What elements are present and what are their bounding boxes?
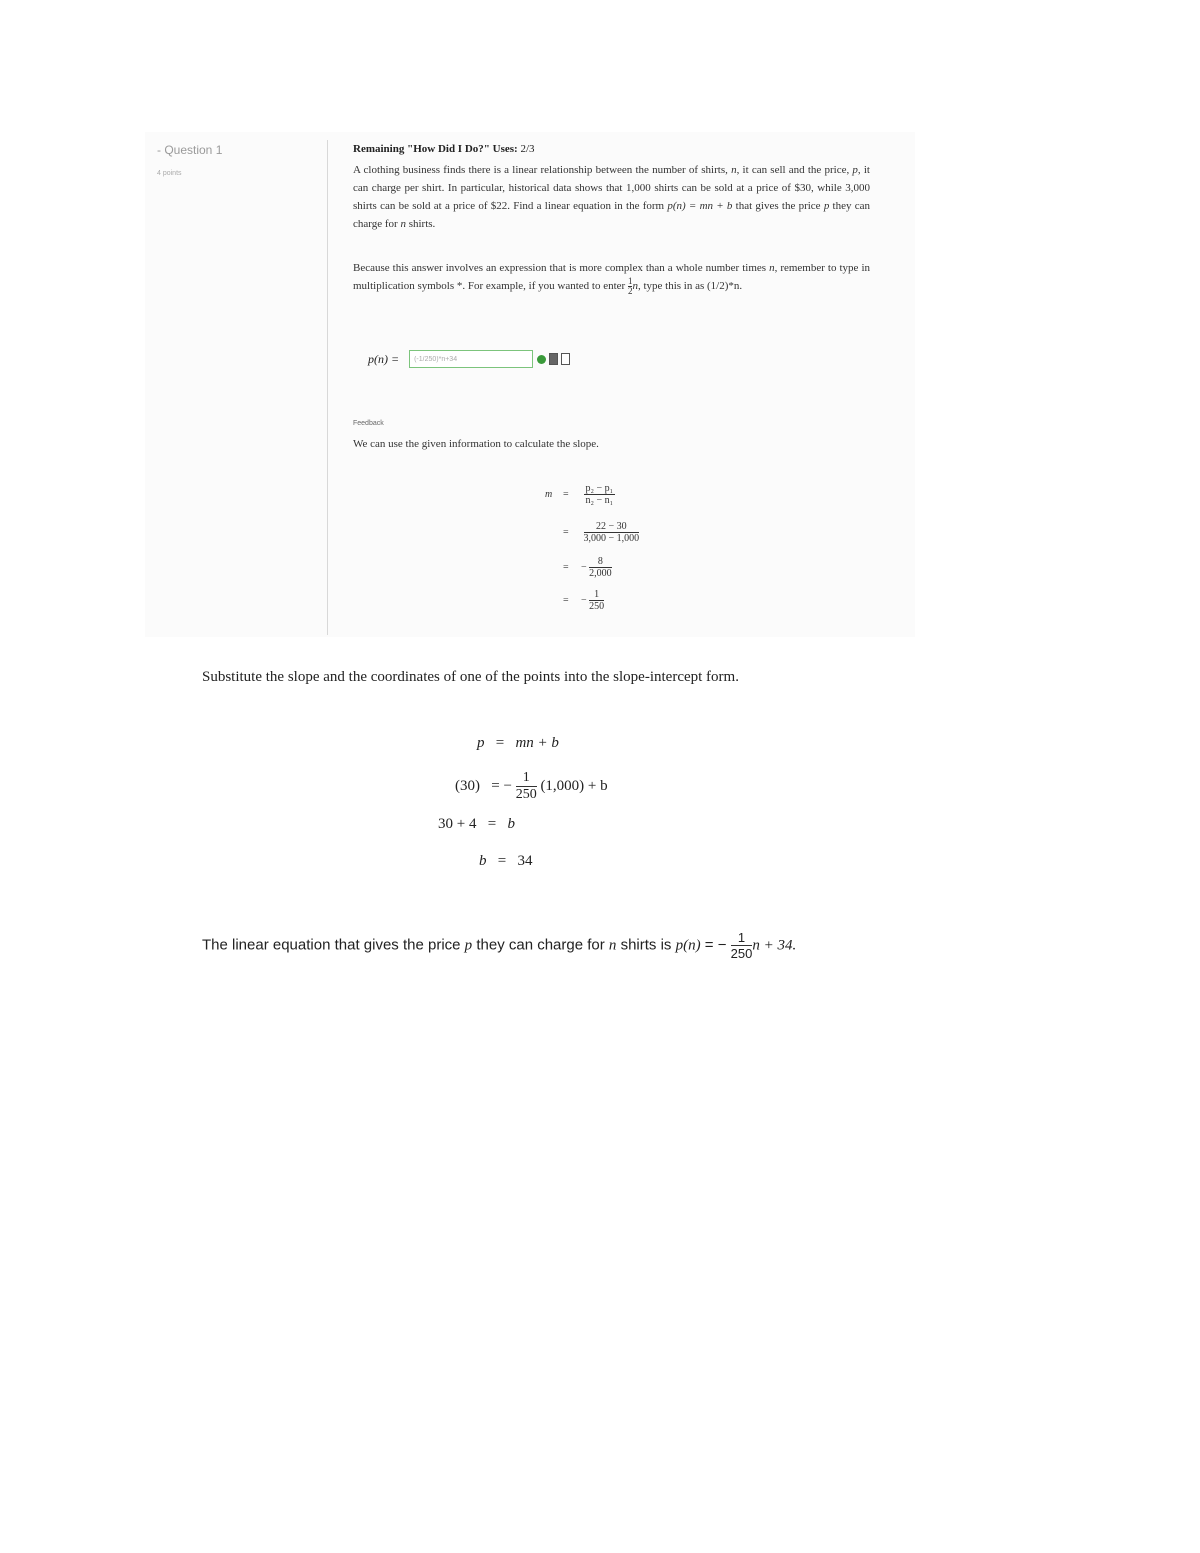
remaining-count: 2/3 [520,143,535,155]
question-points: 4 points [157,170,182,177]
slope-row-3: = − $\frac{8}{2,000}$ [563,556,612,579]
instruction-note: Because this answer involves an expression that is more complex than a whole number times n, remember to type in multiplication symbols *. For example, if you wanted to enter $\frac{1}{2}$ n, type this in as (1/2)*n. [353,262,871,296]
substitute-text: Substitute the slope and the coordinates of one of the points into the slope-intercept form. [202,669,739,685]
answer-label: p(n) = [368,351,400,366]
problem-text: A clothing business finds there is a linear relationship between the number of shirts, n, it can sell and the price, p, it can charge per shirt. In particular, historical data shows that 1,000 shirts can be sold at a price of $30, while 3,000 shirts can be sold at a price of $22. Find a linear equation in the form p(n) = mn + b that gives the price p they can charge for n shirts. [353,164,871,230]
half-fraction: $\frac{1}{2}$ [627,276,633,296]
feedback-text: We can use the given information to calculate the slope. [353,438,599,450]
correct-check-icon [537,355,546,364]
remaining-label: Remaining "How Did I Do?" Uses: [353,143,518,155]
slope-row-1: m = $\frac{\text{p₂ − p₁}}{\text{n₂ − n₁}}$ [545,483,614,506]
remaining-uses [353,143,535,155]
work-row-2: (30) = − $\frac{1}{250}$ (1,000) + b [455,770,608,802]
answer-input[interactable] [409,350,533,368]
panel-divider [327,140,328,635]
copy-icon[interactable] [561,353,570,365]
work-row-3: 30 + 4 = b [438,816,515,832]
question-label[interactable]: - Question 1 [157,143,223,157]
note-icon[interactable] [549,353,558,365]
final-answer-text: The linear equation that gives the price p they can charge for n shirts is p(n) = − $\frac{1}{250}$ n + 34. [202,930,797,961]
work-row-1: p = mn + b [477,735,559,751]
feedback-label: Feedback [353,420,384,427]
slope-row-4: = − $\frac{1}{250}$ [563,589,605,612]
answer-row [368,347,570,371]
work-row-4: b = 34 [479,853,533,869]
slope-row-2: = $\frac{22 - 30}{3,000 - 1,000}$ [563,521,640,544]
